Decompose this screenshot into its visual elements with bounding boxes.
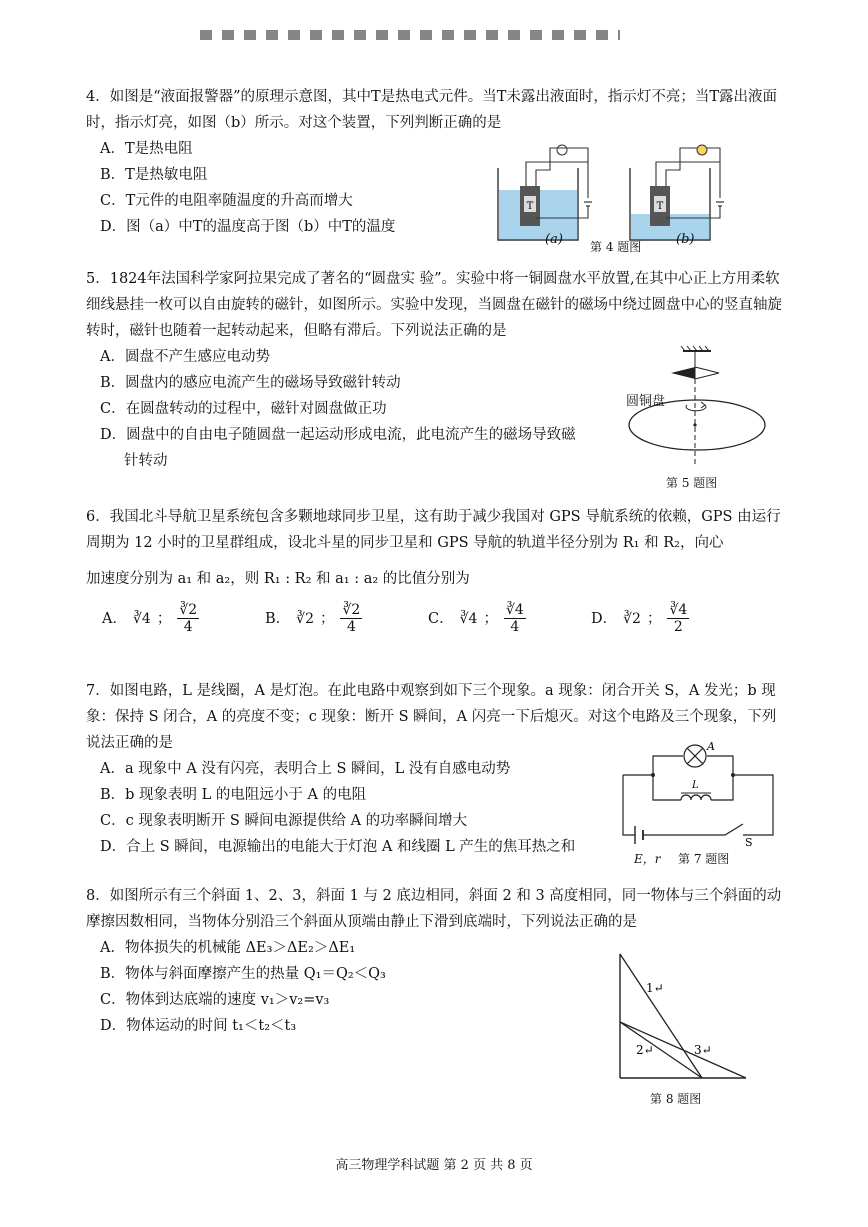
q6-option-d-letter: D． bbox=[591, 610, 618, 627]
q6-option-b-den: 4 bbox=[346, 619, 356, 635]
cropped-header-strip bbox=[200, 30, 620, 40]
q7-circuit bbox=[615, 730, 780, 850]
q6-option-a bbox=[102, 602, 265, 635]
q5-option-c: C．在圆盘转动的过程中，磁针对圆盘做正功 bbox=[100, 401, 387, 417]
beaker-b bbox=[630, 145, 724, 240]
q6-stem-2: 加速度分别为 a₁ 和 a₂，则 R₁ : R₂ 和 a₁ : a₂ 的比值分别为 bbox=[86, 571, 470, 587]
q4-t-label-b: T bbox=[656, 201, 664, 212]
q4-option-d: D．图（a）中T的温度高于图（b）中T的温度 bbox=[100, 219, 396, 235]
q4-option-a: A．T是热电阻 bbox=[100, 141, 193, 157]
q6-option-d-num: ∛4 bbox=[669, 602, 688, 618]
q8-option-d: D．物体运动的时间 t₁＜t₂＜t₃ bbox=[100, 1018, 297, 1034]
q8-stem: 8．如图所示有三个斜面 1、2、3，斜面 1 与 2 底边相同，斜面 2 和 3 高度相同，同一物体与三个斜面的动摩擦因数相同，当物体分别沿三个斜面从顶端由静止下滑到底端时，下列说法正确的是 bbox=[86, 888, 782, 930]
q6-option-c bbox=[428, 602, 591, 635]
q6-option-b-ratio: ∛2 bbox=[296, 610, 314, 627]
q4-caption: 第 4 题图 bbox=[590, 240, 642, 254]
q5-option-a: A．圆盘不产生感应电动势 bbox=[100, 349, 270, 365]
q6-option-a-ratio: ∛4 bbox=[132, 610, 151, 627]
q6-option-d-den: 2 bbox=[673, 619, 683, 635]
q5-option-b: B．圆盘内的感应电流产生的磁场导致磁针转动 bbox=[100, 375, 401, 391]
q7-option-c: C．c 现象表明断开 S 瞬间电源提供给 A 的功率瞬间增大 bbox=[100, 813, 468, 829]
q7-option-d: D．合上 S 瞬间，电源输出的电能大于灯泡 A 和线圈 L 产生的焦耳热之和 bbox=[100, 839, 576, 855]
q8-label-2: 2↵ bbox=[636, 1043, 654, 1057]
q6-option-d-fraction bbox=[667, 602, 689, 635]
q6-option-d bbox=[591, 602, 754, 635]
q8-caption: 第 8 题图 bbox=[650, 1092, 702, 1106]
q5-option-d-cont: 针转动 bbox=[124, 453, 168, 469]
q6-option-a-den: 4 bbox=[183, 619, 193, 635]
q7-label-l: L bbox=[692, 780, 699, 791]
q4-option-b: B．T是热敏电阻 bbox=[100, 167, 208, 183]
q8-option-b: B．物体与斜面摩擦产生的热量 Q₁＝Q₂＜Q₃ bbox=[100, 966, 386, 982]
q6-option-c-den: 4 bbox=[510, 619, 520, 635]
q7-option-b: B．b 现象表明 L 的电阻远小于 A 的电阻 bbox=[100, 787, 367, 803]
q6-option-b-sep: ； bbox=[319, 610, 335, 627]
page-footer: 高三物理学科试题 第 2 页 共 8 页 bbox=[335, 1158, 533, 1173]
q6-option-b-fraction bbox=[340, 602, 362, 635]
q6-option-a-fraction bbox=[177, 602, 199, 635]
q6-option-c-sep: ； bbox=[483, 610, 498, 627]
q6-options bbox=[86, 602, 786, 635]
q8-option-a: A．物体损失的机械能 ΔE₃＞ΔE₂＞ΔE₁ bbox=[100, 940, 356, 956]
q8-option-c: C．物体到达底端的速度 v₁＞v₂=v₃ bbox=[100, 992, 330, 1008]
q4-fig-a-label: (a) bbox=[545, 232, 563, 247]
q8-label-3: 3↵ bbox=[694, 1043, 712, 1057]
q7-label-er: E，r bbox=[634, 852, 661, 866]
q6-option-c-ratio: ∛4 bbox=[459, 610, 478, 627]
q4-t-label-a: T bbox=[526, 201, 534, 212]
question-6 bbox=[86, 504, 786, 635]
q6-option-c-num: ∛4 bbox=[505, 602, 524, 618]
q4-stem: 4．如图是“液面报警器”的原理示意图，其中T是热电式元件。当T未露出液面时，指示灯不亮；当T露出液面时，指示灯亮，如图（b）所示。对这个装置，下列判断正确的是 bbox=[86, 89, 778, 131]
beaker-a bbox=[498, 145, 592, 240]
q5-option-d: D．圆盘中的自由电子随圆盘一起运动形成电流，此电流产生的磁场导致磁 bbox=[100, 427, 576, 443]
q5-caption: 第 5 题图 bbox=[666, 476, 718, 490]
q6-option-d-ratio: ∛2 bbox=[623, 610, 641, 627]
q6-option-b-letter: B． bbox=[265, 610, 291, 627]
q8-label-1: 1↵ bbox=[646, 981, 664, 995]
q6-option-a-num: ∛2 bbox=[179, 602, 198, 618]
q4-option-c: C．T元件的电阻率随温度的升高而增大 bbox=[100, 193, 353, 209]
q5-stem: 5．1824年法国科学家阿拉果完成了著名的“圆盘实 验”。实验中将一铜圆盘水平放置,在其中心正上方用柔软细线悬挂一枚可以自由旋转的磁针，如图所示。实验中发现，当圆盘在磁针的磁场中绕过圆盘中心的竖直轴旋转时，磁针也随着一起转动起来，但略有滞后。下列说法正确的是 bbox=[86, 271, 782, 339]
q6-option-a-letter: A． bbox=[102, 610, 127, 627]
q7-stem: 7．如图电路，L 是线圈，A 是灯泡。在此电路中观察到如下三个现象。a 现象：闭合开关 S，A 发光；b 现象：保持 S 闭合，A 的亮度不变；c 现象：断开 S 瞬间，A 闪亮一下后熄灭。对这个电路及三个现象，下列说法正确的是 bbox=[86, 683, 777, 751]
q6-option-a-sep: ； bbox=[156, 610, 172, 627]
q6-option-b bbox=[265, 602, 428, 635]
q6-option-b-num: ∛2 bbox=[342, 602, 361, 618]
q6-stem-1: 6．我国北斗导航卫星系统包含多颗地球同步卫星，这有助于减少我国对 GPS 导航系统的依赖，GPS 由运行周期为 12 小时的卫星群组成，设北斗星的同步卫星和 GPS 导航的轨道半径分别为 R₁ 和 R₂，向心 bbox=[86, 509, 781, 551]
q5-disk-label: 圆铜盘 bbox=[626, 394, 666, 409]
q6-option-c-letter: C． bbox=[428, 610, 454, 627]
q8-inclines bbox=[612, 950, 752, 1082]
q7-caption: 第 7 题图 bbox=[678, 852, 730, 866]
q4-fig-b-label: (b) bbox=[676, 232, 695, 247]
q7-label-a: A bbox=[707, 740, 715, 753]
q6-option-d-sep: ； bbox=[646, 610, 662, 627]
q7-option-a: A．a 现象中 A 没有闪亮，表明合上 S 瞬间，L 没有自感电动势 bbox=[100, 761, 511, 777]
q7-label-s: S bbox=[745, 836, 753, 849]
q6-option-c-fraction bbox=[504, 602, 526, 635]
